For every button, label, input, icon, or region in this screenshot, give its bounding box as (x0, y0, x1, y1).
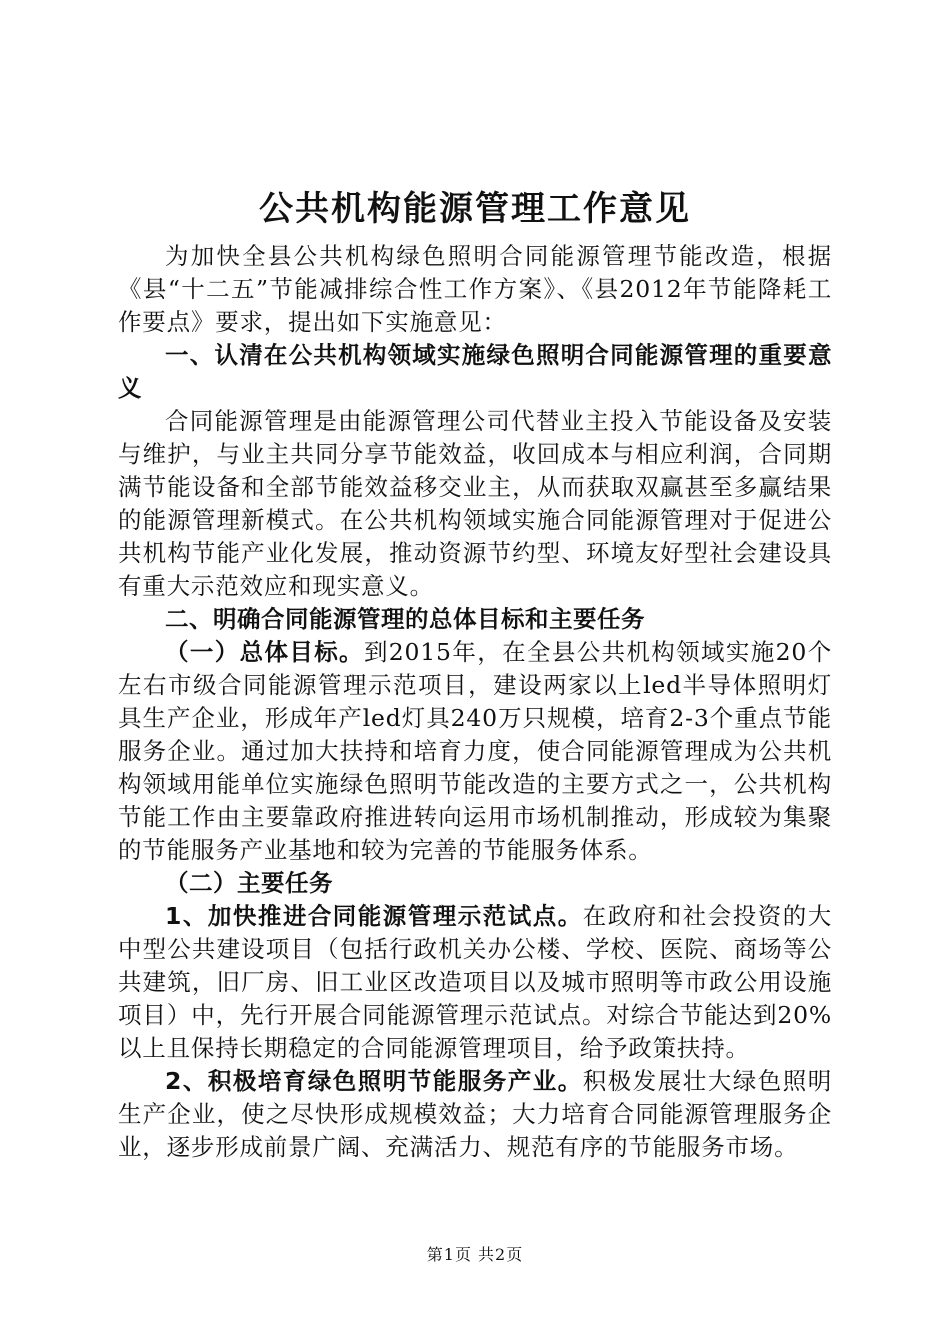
tasks-heading: （二）主要任务 (165, 869, 333, 897)
section1-paragraph: 合同能源管理是由能源管理公司代替业主投入节能设备及安装与维护，与业主共同分享节能效益，收回成本与相应利润，合同期满节能设备和全部节能效益移交业主，从而获取双赢甚至多赢结果的能源管理新模式。在公共机构领域实施合同能源管理对于促进公共机构节能产业化发展，推动资源节约型、环境友好型社会建设具有重大示范效应和现实意义。 (118, 407, 832, 600)
task2-text: 积极发展壮大绿色照明生产企业，使之尽快形成规模效益；大力培育合同能源管理服务企业，逐步形成前景广阔、充满活力、规范有序的节能服务市场。 (118, 1067, 833, 1161)
task2-lead: 2、积极培育绿色照明节能服务产业。 (165, 1067, 583, 1095)
task1-paragraph (118, 900, 832, 1065)
document-body (118, 240, 832, 1164)
goal-lead: （一）总体目标。 (165, 638, 364, 666)
section1-heading: 一、认清在公共机构领域实施绿色照明合同能源管理的重要意义 (118, 341, 832, 402)
task2-paragraph (118, 1065, 832, 1164)
section2-heading: 二、明确合同能源管理的总体目标和主要任务 (165, 605, 645, 633)
intro-paragraph: 为加快全县公共机构绿色照明合同能源管理节能改造，根据《县“十二五”节能减排综合性工作方案》、《县2012年节能降耗工作要点》要求，提出如下实施意见： (118, 242, 832, 336)
page-footer: 第1页 共2页 (426, 1245, 524, 1264)
document-title: 公共机构能源管理工作意见 (259, 189, 691, 229)
goal-paragraph (118, 636, 832, 867)
goal-text: 到2015年，在全县公共机构领域实施20个左右市级合同能源管理示范项目，建设两家以上led半导体照明灯具生产企业，形成年产led灯具240万只规模，培育2-3个重点节能服务企业。通过加大扶持和培育力度，使合同能源管理成为公共机构领域用能单位实施绿色照明节能改造的主要方式之一，公共机构节能工作由主要靠政府推进转向运用市场机制推动，形成较为集聚的节能服务产业基地和较为完善的节能服务体系。 (118, 638, 832, 864)
task1-lead: 1、加快推进合同能源管理示范试点。 (165, 902, 583, 930)
task1-text: 在政府和社会投资的大中型公共建设项目（包括行政机关办公楼、学校、医院、商场等公共建筑，旧厂房、旧工业区改造项目以及城市照明等市政公用设施项目）中，先行开展合同能源管理示范试点。对综合节能达到20%以上且保持长期稳定的合同能源管理项目，给予政策扶持。 (118, 902, 833, 1062)
